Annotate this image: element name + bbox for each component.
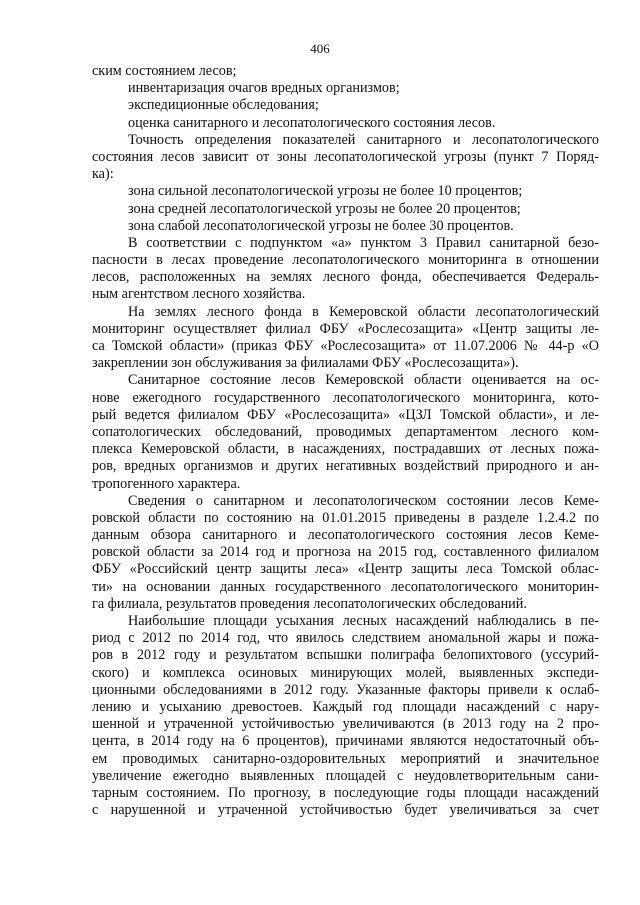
text-line: Сведения о санитарном и лесопатологическом состоянии лесов Кеме- xyxy=(128,492,599,509)
text-line: Санитарное состояние лесов Кемеровской области оценивается на ос- xyxy=(128,372,599,389)
text-line: ским состоянием лесов; xyxy=(92,63,237,79)
text-line: ционными обследованиями в 2012 году. Указанные факторы привели к ослаб- xyxy=(92,681,599,698)
text-line: пасности в лесах проведение лесопатологического мониторинга в отношении xyxy=(92,252,599,269)
text-line: ровской области за 2014 год и прогноза на 2015 год, составленного филиалом xyxy=(92,544,599,561)
text-line: лесов, расположенных на землях лесного фонда, обеспечивается Федераль- xyxy=(92,269,599,286)
text-line: ров в 2012 году и результатом вспышки полиграфа белопихтового (уссурий- xyxy=(92,647,599,664)
text-line: тропогенного характера. xyxy=(92,475,241,492)
document-body xyxy=(92,63,599,819)
text-line: ти» на основании данных государственного лесопатологического мониторин- xyxy=(92,578,599,595)
text-line: зона сильной лесопатологической угрозы не более 10 процентов; xyxy=(128,183,523,200)
text-line: риод с 2012 по 2014 год, что явилось следствием аномальной жары и пожа- xyxy=(92,630,599,647)
text-line: данным обзора санитарного и лесопатологического состояния лесов Кеме- xyxy=(92,527,599,544)
text-line: ровской области по состоянию на 01.01.2015 приведены в разделе 1.2.4.2 по xyxy=(92,509,599,526)
text-line: шенной и утраченной устойчивостью увеличиваются (в 2013 году на 2 про- xyxy=(92,716,599,733)
text-line: Наибольшие площади усыхания лесных насаждений наблюдались в пе- xyxy=(128,613,599,629)
text-line: В соответствии с подпунктом «а» пунктом 3 Правил санитарной безо- xyxy=(128,234,599,251)
text-line: цента, в 2014 году на 6 процентов), причинами являются недостаточный объ- xyxy=(92,733,599,750)
text-line: с нарушенной и утраченной устойчивостью будет увеличиваться за счет xyxy=(92,802,599,819)
text-line: зона средней лесопатологической угрозы не более 20 процентов; xyxy=(128,200,521,217)
text-line: ка): xyxy=(92,166,114,183)
text-line: инвентаризация очагов вредных организмов; xyxy=(128,80,400,97)
text-line: состояния лесов зависит от зоны лесопатологической угрозы (пункт 7 Поряд- xyxy=(92,148,599,165)
text-line: ров, вредных организмов и других негативных воздействий природного и ан- xyxy=(92,458,599,475)
text-line: оценка санитарного и лесопатологического состояния лесов. xyxy=(128,114,496,131)
text-line: лению и усыханию древостоев. Каждый год площади насаждений с нару- xyxy=(92,698,599,715)
text-line: сопатологических обследований, проводимых департаментом лесного ком- xyxy=(92,423,599,440)
text-line: ем проводимых санитарно-оздоровительных мероприятий и значительное xyxy=(92,750,599,767)
text-line: мониторинг осуществляет филиал ФБУ «Рослесозащита» «Центр защиты ле- xyxy=(92,320,599,337)
text-line: ФБУ «Российский центр защиты леса» «Центр защиты леса Томской облас- xyxy=(92,561,599,578)
text-line: ным агентством лесного хозяйства. xyxy=(92,286,306,303)
text-line: На землях лесного фонда в Кемеровской области лесопатологический xyxy=(128,303,599,320)
page-number: 406 xyxy=(310,41,330,56)
text-line: рый ведется филиалом ФБУ «Рослесозащита» «ЦЗЛ Томской области», и ле- xyxy=(92,406,599,423)
text-line: зона слабой лесопатологической угрозы не более 30 процентов. xyxy=(128,217,514,234)
text-line: закреплении зон обслуживания за филиалами ФБУ «Рослесозащита»). xyxy=(92,355,519,372)
text-line: тарным состоянием. По прогнозу, в последующие годы площади насаждений xyxy=(92,784,599,801)
text-line: са Томской области» (приказ ФБУ «Рослесозащита» от 11.07.2006 № 44-р «О xyxy=(92,338,599,354)
text-line: увеличение ежегодно выявленных площадей с неудовлетворительным сани- xyxy=(92,767,599,784)
text-line: нове ежегодного государственного лесопатологического мониторинга, кото- xyxy=(92,389,599,406)
text-line: Точность определения показателей санитарного и лесопатологического xyxy=(128,131,599,148)
text-line: экспедиционные обследования; xyxy=(128,97,319,114)
text-line: плекса Кемеровской области, в насаждениях, пострадавших от лесных пожа- xyxy=(92,441,599,458)
text-line: ского) и комплекса осиновых минирующих молей, выявленных экспеди- xyxy=(92,664,599,681)
text-line: га филиала, результатов проведения лесопатологических обследований. xyxy=(92,595,527,612)
